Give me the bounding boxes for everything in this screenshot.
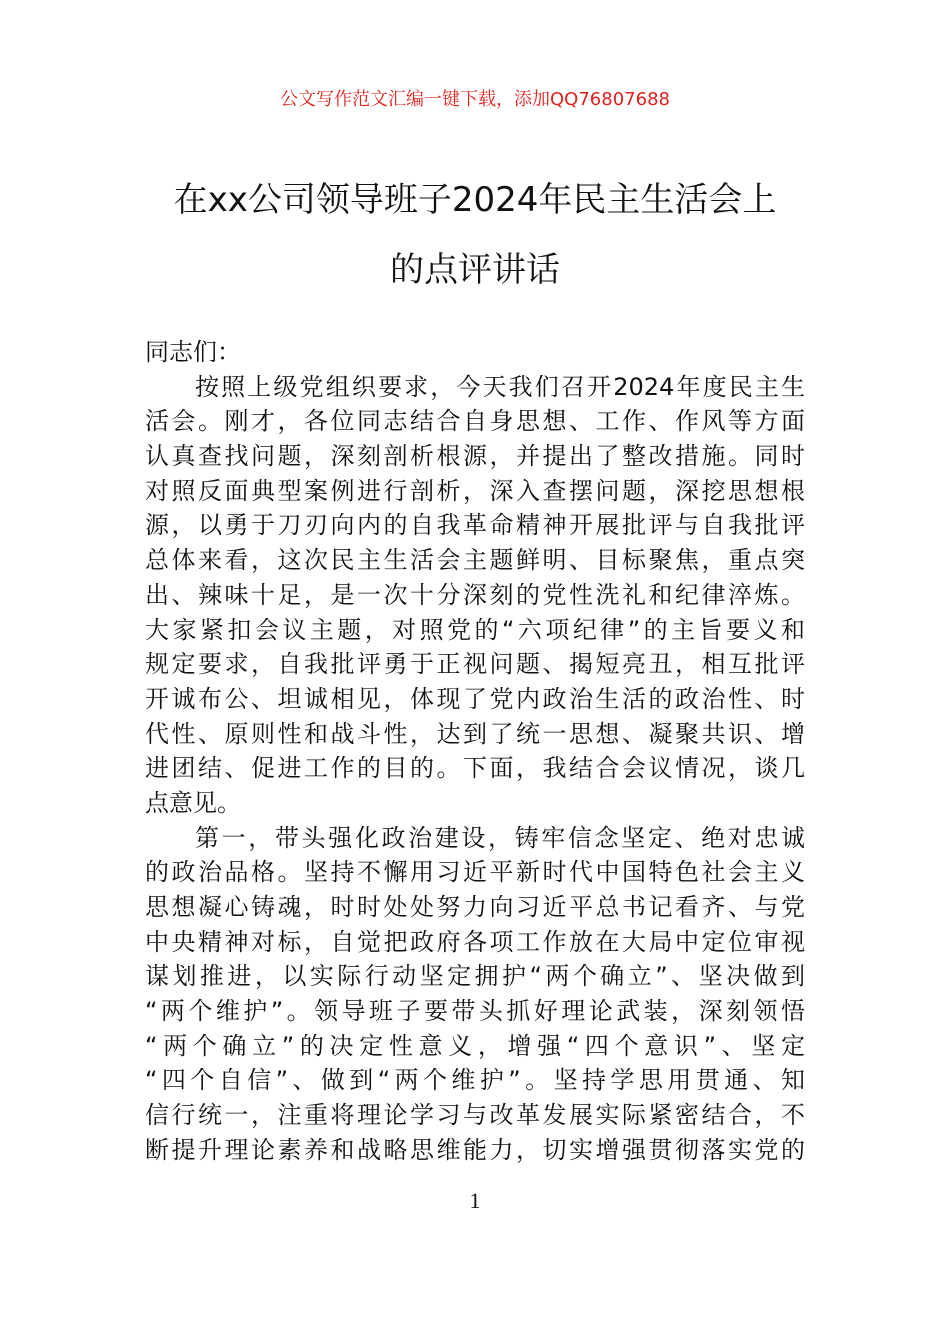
body-text-line: 点意见。 <box>145 788 241 817</box>
body-text-line: 断提升理论素养和战略思维能力，切实增强贯彻落实党的 <box>145 1135 805 1164</box>
body-text-line: 按照上级党组织要求，今天我们召开2024年度民主生 <box>195 372 805 401</box>
body-text-line: 源，以勇于刀刃向内的自我革命精神开展批评与自我批评 <box>145 511 805 540</box>
body-text-line: “两个确立”的决定性意义，增强“四个意识”、坚定 <box>145 1031 805 1060</box>
body-text-line: 规定要求，自我批评勇于正视问题、揭短亮丑，相互批评 <box>145 650 805 679</box>
body-text-line: 大家紧扣会议主题，对照党的“六项纪律”的主旨要义和 <box>145 615 805 644</box>
body-text-line: 代性、原则性和战斗性，达到了统一思想、凝聚共识、增 <box>145 719 805 748</box>
document-body <box>145 335 805 1168</box>
body-text-line: 谋划推进，以实际行动坚定拥护“两个确立”、坚决做到 <box>145 962 805 991</box>
body-text-line: 进团结、促进工作的目的。下面，我结合会议情况，谈几 <box>145 754 805 783</box>
body-text-line: 开诚布公、坦诚相见，体现了党内政治生活的政治性、时 <box>145 684 805 713</box>
body-text-line: 对照反面典型案例进行剖析，深入查摆问题，深挖思想根 <box>145 476 805 505</box>
body-text-line: 信行统一，注重将理论学习与改革发展实际紧密结合，不 <box>145 1101 805 1130</box>
body-text-line: 的政治品格。坚持不懈用习近平新时代中国特色社会主义 <box>145 858 805 887</box>
body-text-line: 第一，带头强化政治建设，铸牢信念坚定、绝对忠诚 <box>195 823 805 852</box>
page-number: 1 <box>469 1188 481 1213</box>
body-text-line: 思想凝心铸魂，时时处处努力向习近平总书记看齐、与党 <box>145 893 805 921</box>
body-text-line: 总体来看，这次民主生活会主题鲜明、目标聚焦，重点突 <box>145 546 805 575</box>
body-text-line: “四个自信”、做到“两个维护”。坚持学思用贯通、知 <box>145 1066 805 1095</box>
body-text-line: “两个维护”。领导班子要带头抓好理论武装，深刻领悟 <box>145 997 805 1026</box>
body-text-line: 出、辣味十足，是一次十分深刻的党性洗礼和纪律淬炼。 <box>145 580 805 609</box>
watermark-header: 公文写作范文汇编一键下载，添加QQ76807688 <box>280 89 670 110</box>
document-title-line-1: 在xx公司领导班子2024年民主生活会上 <box>173 180 777 220</box>
body-text-line: 活会。刚才，各位同志结合自身思想、工作、作风等方面 <box>145 407 805 436</box>
body-text-line: 同志们： <box>145 338 241 366</box>
document-title-line-2: 的点评讲话 <box>390 250 560 290</box>
body-text-line: 认真查找问题，深刻剖析根源，并提出了整改措施。同时 <box>145 442 805 471</box>
body-text-line: 中央精神对标，自觉把政府各项工作放在大局中定位审视 <box>145 927 805 956</box>
